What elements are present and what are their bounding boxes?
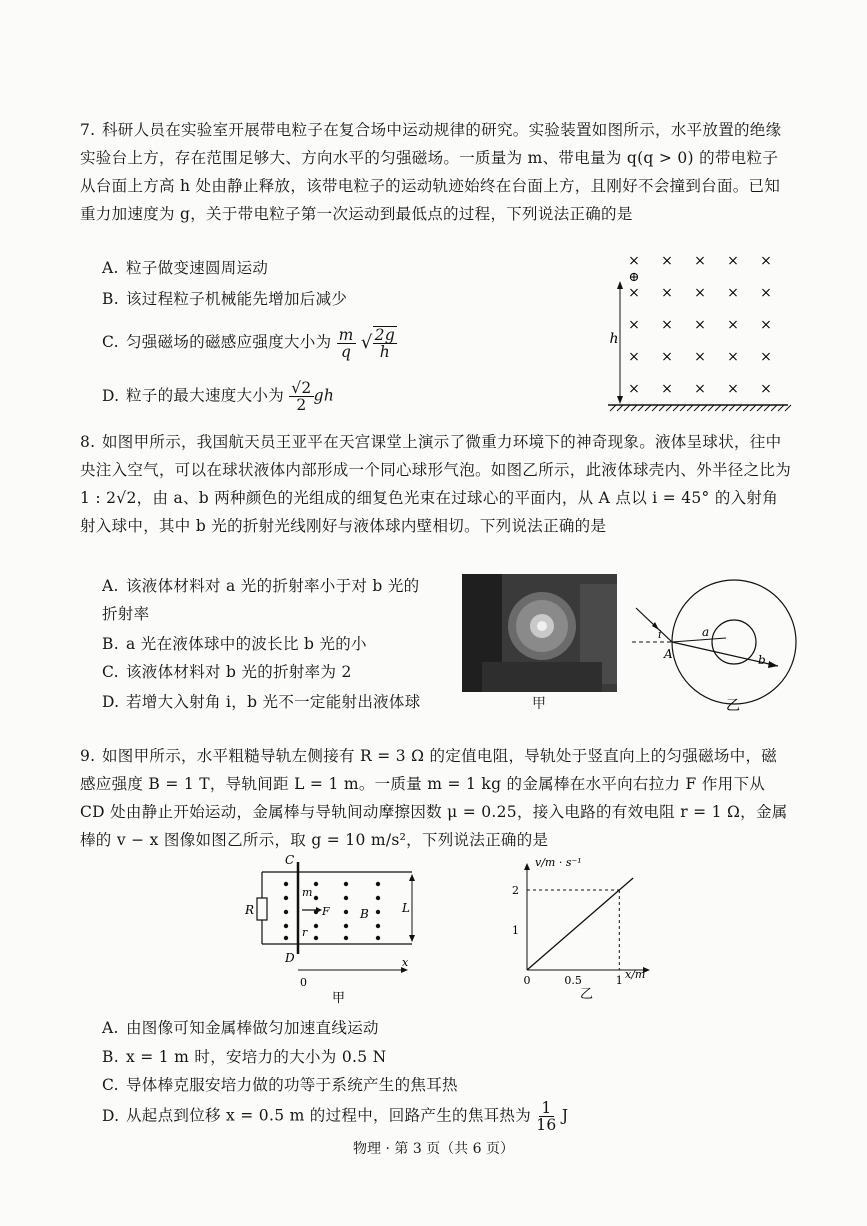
svg-text:m: m (302, 886, 313, 899)
field-dot (314, 936, 318, 940)
field-dot (344, 910, 348, 914)
field-cross: × (760, 349, 772, 365)
ray-b-label: b (758, 653, 766, 667)
field-dot (376, 910, 380, 914)
svg-text:F: F (322, 905, 330, 918)
figure-caption-jia: 甲 (532, 696, 546, 712)
field-cross: × (694, 285, 706, 301)
field-cross: × (628, 253, 640, 269)
field-dot (314, 910, 318, 914)
field-cross: × (727, 349, 739, 365)
q8-option-b: B. a 光在液体球中的波长比 b 光的小 (102, 635, 367, 653)
field-cross: × (760, 381, 772, 397)
field-cross: × (628, 317, 640, 333)
question-stem: 科研人员在实验室开展带电粒子在复合场中运动规律的研究。实验装置如图所示，水平放置的绝缘实验台上方，存在范围足够大、方向水平的匀强磁场。一质量为 m、带电量为 q(q > 0) 的带电粒子从台面上方高 h 处由静止释放，该带电粒子的运动轨迹始终在台面上方，且刚好不会撞到台面。已知重力加速度为 g，关于带电粒子第一次运动到最低点的过程，下列说法正确的是 (80, 121, 782, 223)
field-cross: × (760, 317, 772, 333)
chart-x-label: x/m (625, 968, 646, 981)
field-cross: × (661, 253, 673, 269)
q9-option-b: B. x = 1 m 时，安培力的大小为 0.5 N (102, 1048, 387, 1066)
field-cross: × (628, 381, 640, 397)
q8-option-c: C. 该液体材料对 b 光的折射率为 2 (102, 663, 352, 681)
x-tick-label: 0.5 (564, 974, 582, 987)
outer-sphere (672, 580, 796, 704)
field-dot (344, 924, 348, 928)
q7-option-b: B. 该过程粒子机械能先增加后减少 (102, 290, 348, 308)
field-cross: × (628, 285, 640, 301)
question-stem: 如图甲所示，水平粗糙导轨左侧接有 R = 3 Ω 的定值电阻，导轨处于竖直向上的匀强磁场中，磁感应强度 B = 1 T，导轨间距 L = 1 m。一质量 m = 1 kg 的金属棒在水平向右拉力 F 作用下从 CD 处由静止开始运动，金属棒与导轨间动摩擦因数 μ = 0.25，接入电路的有效电阻 r = 1 Ω，金属棒的 v − x 图像如图乙所示，取 g = 10 m/s²，下列说法正确的是 (80, 747, 788, 849)
field-dot (344, 882, 348, 886)
field-dot (344, 896, 348, 900)
field-cross: × (694, 381, 706, 397)
field-cross: × (760, 253, 772, 269)
fraction: $\frac{1}{16}$ (536, 1099, 557, 1134)
field-dot (314, 896, 318, 900)
inner-bubble (712, 620, 756, 664)
root-fraction: $\frac{2g}{h}$ (374, 326, 396, 361)
question-9 (80, 742, 792, 854)
resistor-r (257, 898, 267, 920)
field-cross: × (694, 349, 706, 365)
q8-option-a: A. 该液体材料对 a 光的折射率小于对 b 光的折射率 (102, 577, 420, 623)
field-cross: × (760, 285, 772, 301)
svg-text:C: C (285, 853, 295, 867)
fraction: $\frac{m}{q}$ (338, 325, 354, 361)
field-dot (314, 882, 318, 886)
field-dot (284, 882, 288, 886)
q8-option-d: D. 若增大入射角 i，b 光不一定能射出液体球 (102, 693, 421, 711)
field-cross: × (628, 349, 640, 365)
caption-jia: 甲 (332, 991, 346, 1006)
field-cross: × (694, 253, 706, 269)
field-cross: × (694, 317, 706, 333)
page-footer: 物理 · 第 3 页（共 6 页） (353, 1141, 514, 1157)
field-dot (284, 924, 288, 928)
point-a-label: A (664, 647, 673, 661)
sphere-refraction-diagram (626, 572, 801, 717)
q7-option-d: D. 粒子的最大速度大小为 $\frac{√2}{2}$ gh (102, 379, 335, 414)
field-dot (284, 896, 288, 900)
caption-yi: 乙 (580, 987, 594, 1002)
field-dot (376, 896, 380, 900)
field-dot (376, 936, 380, 940)
field-cross: × (661, 317, 673, 333)
x-tick-label: 1 (615, 974, 623, 987)
field-cross: × (661, 381, 673, 397)
field-dot (344, 936, 348, 940)
ray-a-label: a (702, 625, 710, 639)
field-cross: × (727, 317, 739, 333)
question-7 (80, 116, 792, 228)
astronaut-photo (462, 574, 617, 692)
svg-text:B: B (360, 907, 369, 921)
field-cross: × (661, 285, 673, 301)
rail-circuit-diagram (242, 852, 422, 1007)
q7-option-a: A. 粒子做变速圆周运动 (102, 259, 269, 277)
svg-text:D: D (285, 951, 295, 965)
q7-magnetic-field-figure (600, 245, 795, 415)
table-hatching (610, 405, 791, 411)
charge-symbol: ⊕ (628, 270, 640, 285)
svg-text:0: 0 (300, 976, 307, 989)
field-dot (376, 882, 380, 886)
y-tick-label: 1 (512, 924, 519, 937)
chart-y-label: v/m · s⁻¹ (535, 856, 582, 869)
x-tick-label: 0 (523, 974, 531, 987)
angle-i-label: i (658, 628, 662, 641)
figure-caption-yi: 乙 (726, 698, 740, 714)
series-line (527, 878, 633, 970)
svg-text:r: r (302, 926, 308, 939)
field-dot (376, 924, 380, 928)
field-cross: × (727, 285, 739, 301)
field-crosses (628, 253, 772, 397)
y-tick-label: 2 (512, 884, 519, 897)
field-cross: × (661, 349, 673, 365)
field-cross: × (727, 253, 739, 269)
svg-text:R: R (245, 903, 255, 917)
question-number: 9. (80, 747, 96, 765)
field-cross: × (727, 381, 739, 397)
question-number: 7. (80, 121, 96, 139)
field-dot (284, 910, 288, 914)
q9-option-c: C. 导体棒克服安培力做的功等于系统产生的焦耳热 (102, 1076, 458, 1094)
field-dot (314, 924, 318, 928)
q9-option-a: A. 由图像可知金属棒做匀加速直线运动 (102, 1019, 379, 1037)
q7-option-c: C. 匀强磁场的磁感应强度大小为 $\frac{m}{q}$ √ $\frac{2g}{h}$ (102, 325, 396, 361)
question-8 (80, 428, 792, 540)
svg-text:L: L (402, 901, 410, 915)
question-stem: 如图甲所示，我国航天员王亚平在天宫课堂上演示了微重力环境下的神奇现象。液体呈球状，往中央注入空气，可以在球状液体内部形成一个同心球形气泡。如图乙所示，此液体球壳内、外半径之比为 1 : 2√2，由 a、b 两种颜色的光组成的细复色光束在过球心的平面内，从 A 点以 i = 45° 的入射角射入球中，其中 b 光的折射光线刚好与液体球内壁相切。下列说法正确的是 (80, 433, 792, 535)
ray-a (672, 638, 726, 642)
h-label: h (609, 331, 619, 347)
fraction: $\frac{√2}{2}$ (291, 379, 312, 414)
v-x-chart (505, 852, 675, 1002)
svg-text:x: x (402, 956, 409, 969)
question-number: 8. (80, 433, 96, 451)
q9-option-d: D. 从起点到位移 x = 0.5 m 的过程中，回路产生的焦耳热为 $\frac{1}{16}$ J (102, 1099, 569, 1134)
field-dot (284, 936, 288, 940)
